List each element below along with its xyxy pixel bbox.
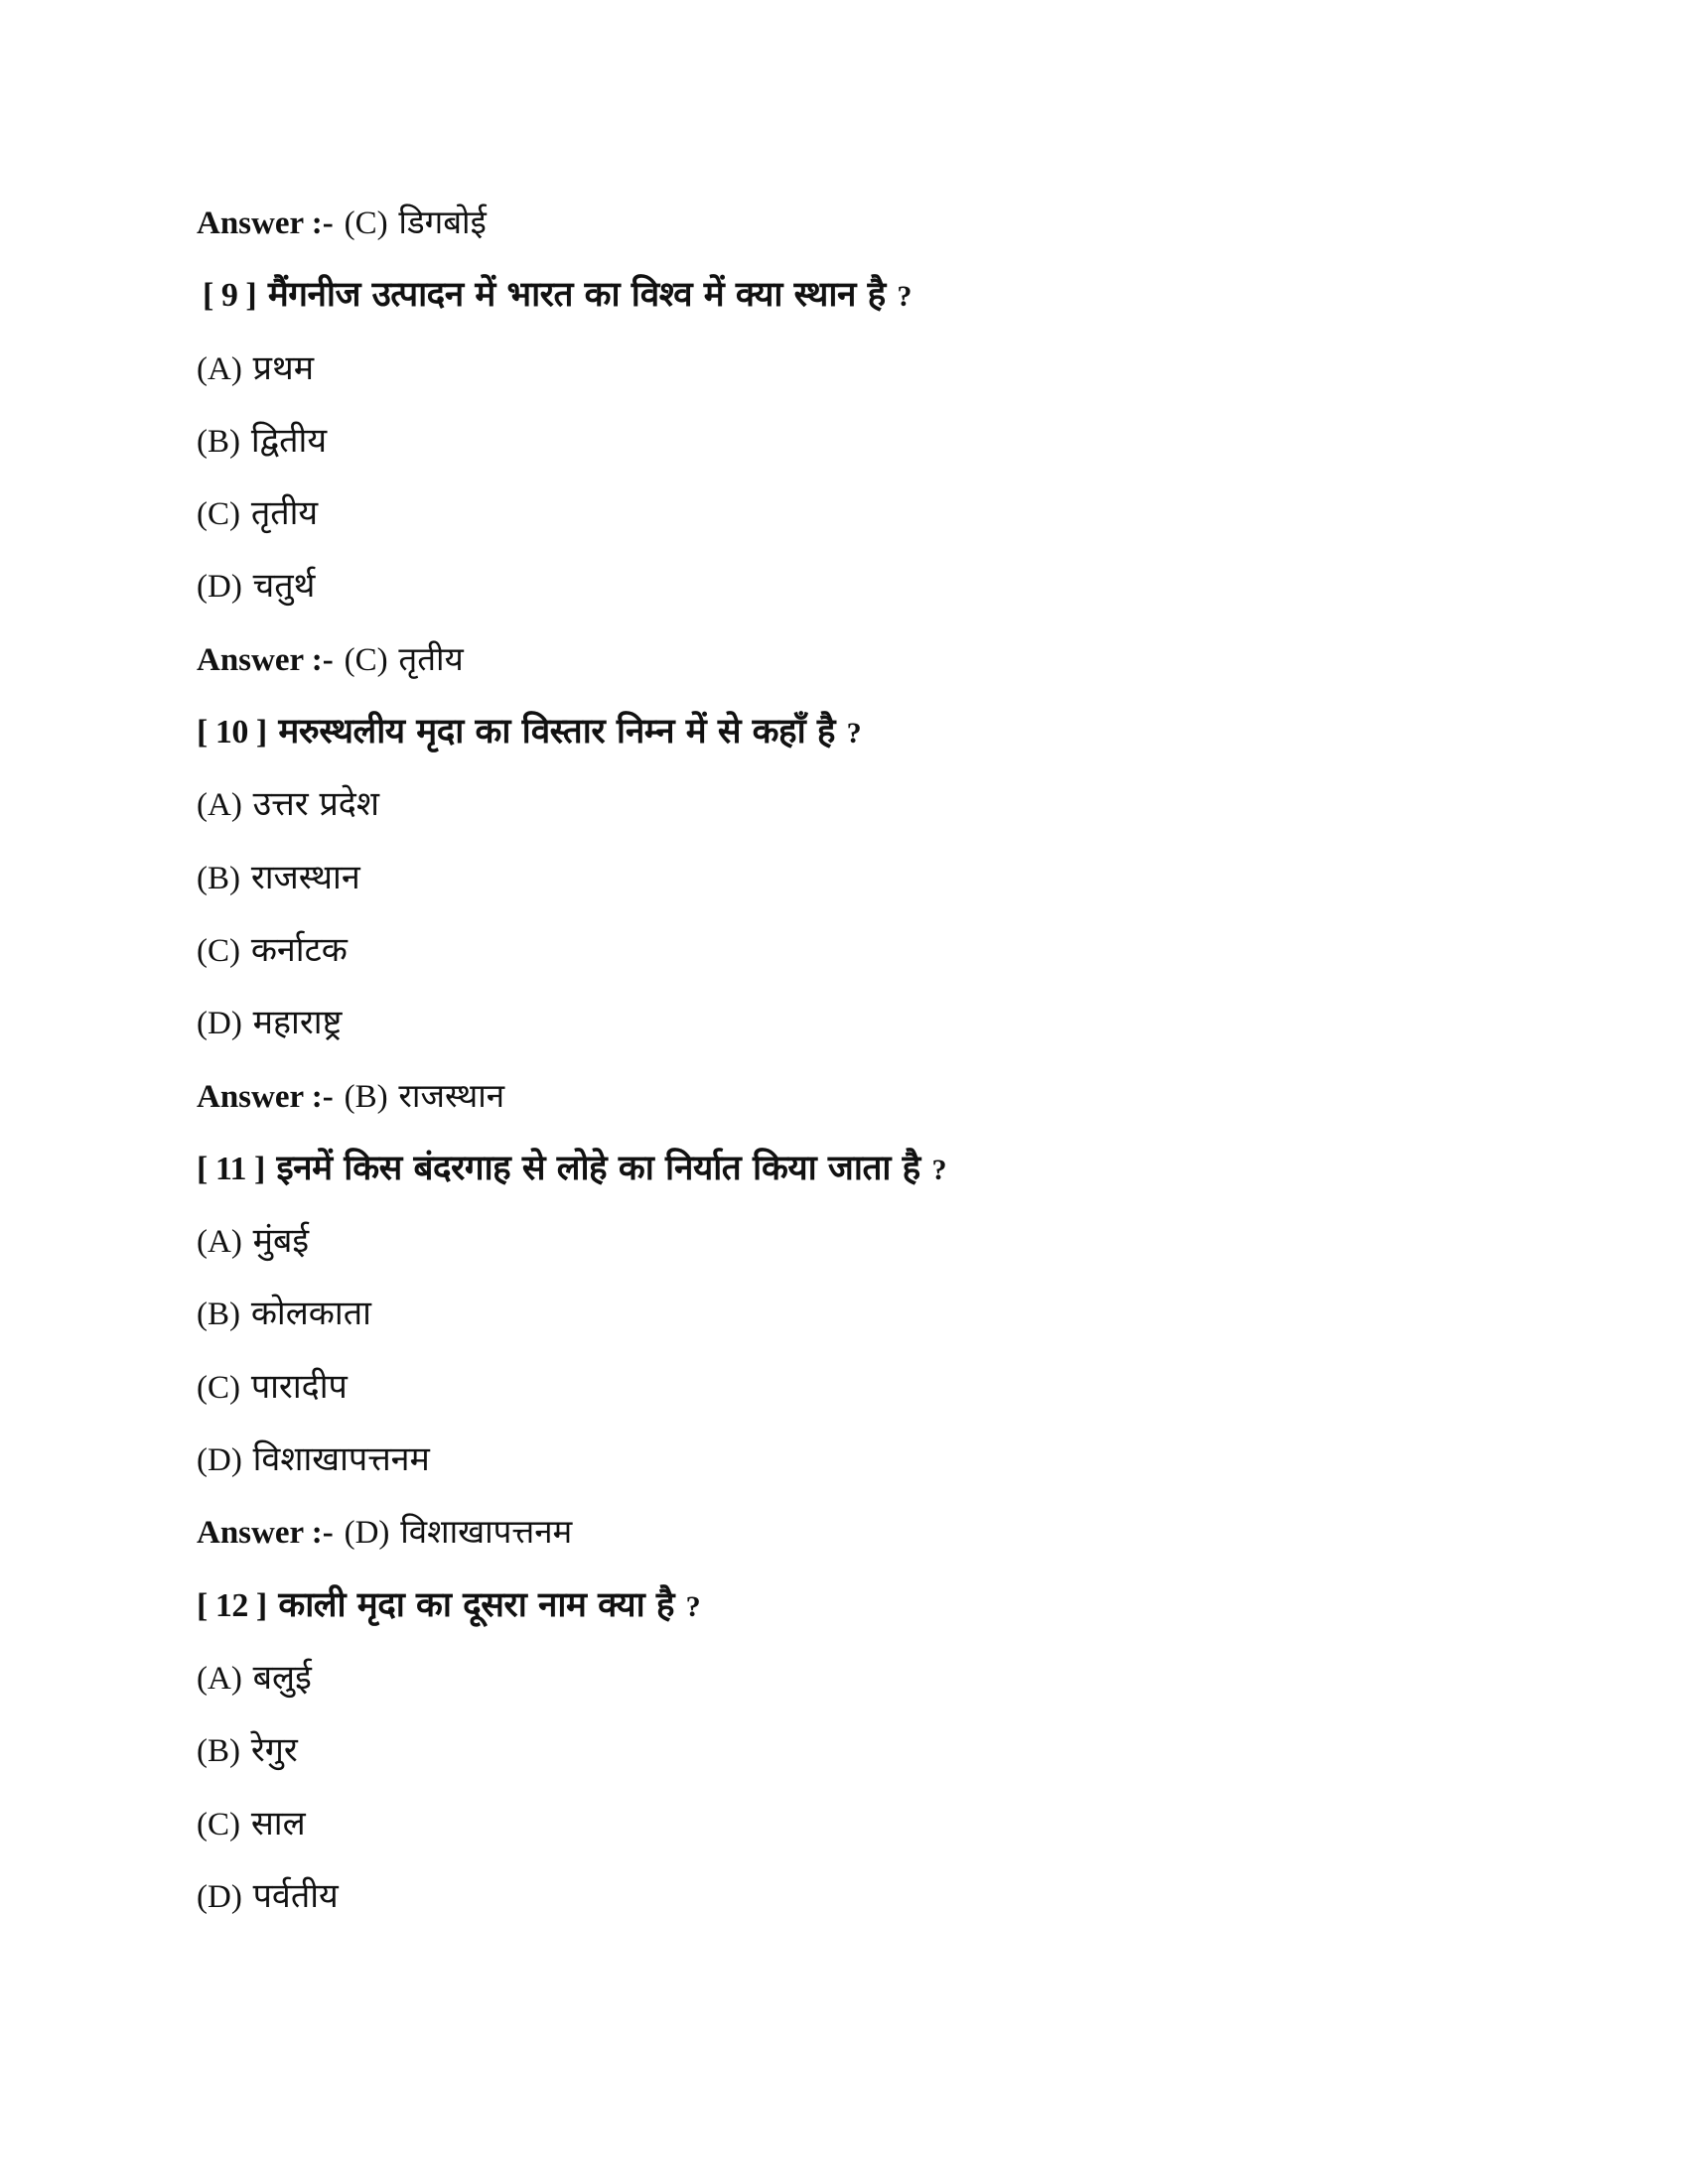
question-text: मैंगनीज उत्पादन में भारत का विश्व में क्या स्थान है <box>267 275 886 316</box>
question-mark: ? <box>931 1153 946 1186</box>
option-d <box>197 1433 1487 1505</box>
option-text: विशाखापत्तनम <box>252 1439 430 1480</box>
option-label: (B) <box>197 1733 240 1770</box>
option-label: (B) <box>197 423 240 460</box>
question-mark: ? <box>897 280 912 314</box>
question-number: [ 11 ] <box>197 1150 265 1187</box>
option-b <box>197 414 1487 486</box>
option-a <box>197 777 1487 850</box>
option-c <box>197 1360 1487 1433</box>
option-c <box>197 1797 1487 1869</box>
question-text: काली मृदा का दूसरा नाम क्या है <box>278 1584 674 1625</box>
option-label: (C) <box>197 932 240 969</box>
question-9 <box>197 268 1487 341</box>
option-text: राजस्थान <box>250 857 360 897</box>
option-a <box>197 1214 1487 1287</box>
option-b <box>197 1287 1487 1359</box>
option-text: मुंबई <box>252 1221 310 1262</box>
option-label: (D) <box>197 569 242 606</box>
option-label: (C) <box>197 496 240 533</box>
question-mark: ? <box>846 717 862 751</box>
answer-label: Answer :- <box>197 1078 334 1115</box>
answer-option: (D) <box>344 1515 390 1552</box>
answer-text: तृतीय <box>398 641 464 678</box>
answer-line-q8 <box>197 196 1487 268</box>
option-label: (A) <box>197 1660 242 1697</box>
question-12 <box>197 1578 1487 1651</box>
answer-label: Answer :- <box>197 1515 334 1552</box>
question-mark: ? <box>685 1589 701 1623</box>
option-label: (B) <box>197 860 240 896</box>
answer-line-q10 <box>197 1069 1487 1142</box>
answer-text: विशाखापत्तनम <box>400 1515 573 1552</box>
option-label: (C) <box>197 1806 240 1843</box>
answer-label: Answer :- <box>197 641 334 678</box>
answer-option: (B) <box>344 1078 388 1115</box>
option-label: (A) <box>197 787 242 824</box>
option-text: पारादीप <box>250 1366 348 1407</box>
question-number: [ 12 ] <box>197 1586 267 1624</box>
option-text: साल <box>250 1803 306 1843</box>
option-text: पर्वतीय <box>252 1875 339 1916</box>
option-b <box>197 851 1487 923</box>
option-label: (B) <box>197 1297 240 1333</box>
question-text: मरुस्थलीय मृदा का विस्तार निम्न में से कहाँ है <box>278 712 835 752</box>
question-number: [ 10 ] <box>197 714 267 751</box>
option-label: (A) <box>197 1224 242 1261</box>
option-text: प्रथम <box>252 347 315 388</box>
option-d <box>197 996 1487 1068</box>
option-label: (D) <box>197 1878 242 1915</box>
option-text: द्वितीय <box>250 420 328 461</box>
answer-option: (C) <box>344 641 388 678</box>
option-a <box>197 341 1487 414</box>
option-label: (D) <box>197 1006 242 1042</box>
option-text: कर्नाटक <box>250 929 348 970</box>
question-text: इनमें किस बंदरगाह से लोहे का निर्यात किया जाता है <box>276 1148 920 1188</box>
answer-line-q11 <box>197 1505 1487 1577</box>
answer-text: डिगबोई <box>398 205 487 241</box>
option-d <box>197 559 1487 631</box>
option-c <box>197 486 1487 559</box>
option-b <box>197 1723 1487 1796</box>
option-text: उत्तर प्रदेश <box>252 784 379 825</box>
option-a <box>197 1651 1487 1723</box>
document-page <box>197 196 1487 1942</box>
option-text: बलुई <box>252 1657 312 1698</box>
answer-line-q9 <box>197 632 1487 705</box>
option-text: तृतीय <box>250 493 319 534</box>
option-d <box>197 1869 1487 1942</box>
question-10 <box>197 705 1487 777</box>
option-text: महाराष्ट्र <box>252 1003 343 1043</box>
question-number: [ 9 ] <box>203 277 257 315</box>
answer-text: राजस्थान <box>398 1078 505 1115</box>
answer-option: (C) <box>344 205 388 241</box>
option-text: चतुर्थ <box>252 566 316 607</box>
option-text: रेगुर <box>250 1730 298 1771</box>
option-text: कोलकाता <box>250 1294 371 1334</box>
option-c <box>197 923 1487 996</box>
answer-label: Answer :- <box>197 205 334 241</box>
option-label: (C) <box>197 1369 240 1406</box>
question-11 <box>197 1142 1487 1214</box>
option-label: (D) <box>197 1442 242 1479</box>
option-label: (A) <box>197 350 242 387</box>
